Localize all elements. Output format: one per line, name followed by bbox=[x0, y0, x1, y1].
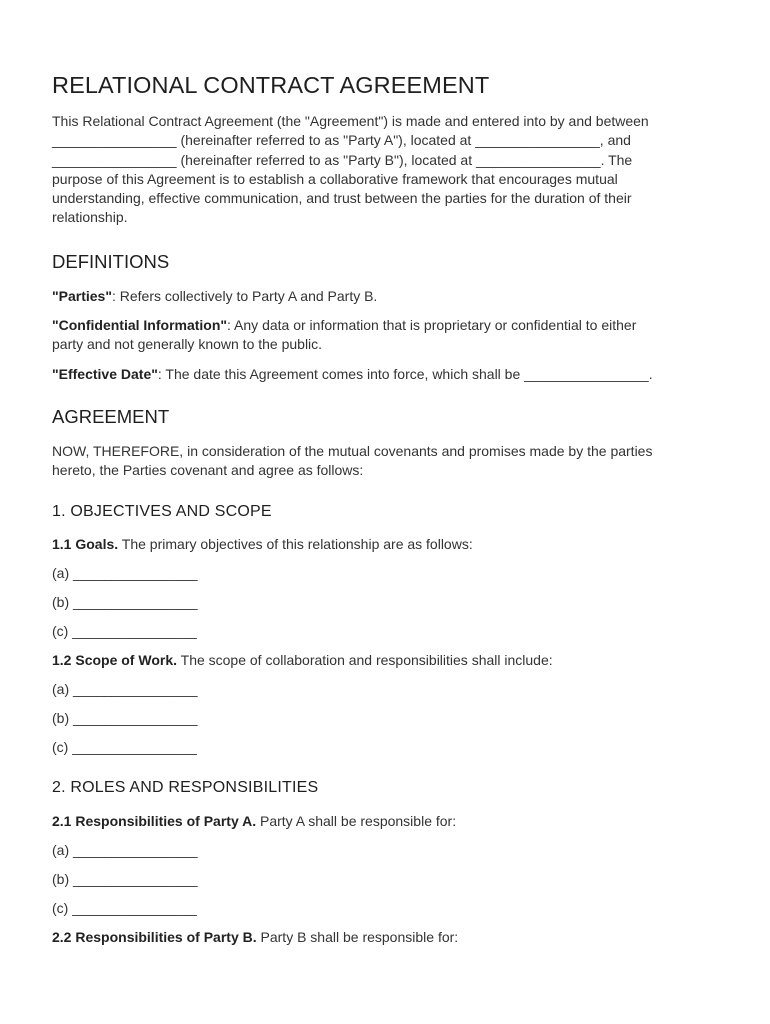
blank-item: (a) ________________ bbox=[52, 681, 198, 697]
blank-item: (b) ________________ bbox=[52, 871, 198, 887]
clause-2-1 bbox=[52, 812, 456, 831]
intro-line: This Relational Contract Agreement (the "Agreement") is made and entered into by and between bbox=[52, 113, 649, 129]
clause-label: 1.2 Scope of Work. bbox=[52, 652, 177, 668]
intro-line: purpose of this Agreement is to establish a collaborative framework that encourages mutual bbox=[52, 170, 618, 187]
definition-term: "Effective Date" bbox=[52, 366, 158, 382]
agreement-heading: AGREEMENT bbox=[52, 406, 170, 427]
blank-item: (b) ________________ bbox=[52, 710, 198, 726]
blank-item: (c) ________________ bbox=[52, 739, 197, 755]
definition-parties bbox=[52, 287, 377, 306]
intro-paragraph bbox=[52, 112, 728, 228]
intro-line: ________________ (hereinafter referred to as "Party A"), located at ________________, and bbox=[52, 132, 631, 149]
clause-text: The scope of collaboration and responsibilities shall include: bbox=[177, 652, 553, 668]
definition-text: party and not generally known to the public. bbox=[52, 336, 323, 353]
definition-effective-date bbox=[52, 365, 653, 384]
clause-1-1 bbox=[52, 535, 473, 554]
blank-item: (a) ________________ bbox=[52, 565, 198, 581]
clause-label: 2.1 Responsibilities of Party A. bbox=[52, 813, 257, 829]
definition-confidential bbox=[52, 316, 728, 355]
agreement-line: NOW, THEREFORE, in consideration of the mutual covenants and promises made by the parties bbox=[52, 443, 653, 459]
blank-item: (a) ________________ bbox=[52, 842, 198, 858]
agreement-line: hereto, the Parties covenant and agree as follows: bbox=[52, 462, 364, 479]
definition-text: : Any data or information that is proprietary or confidential to either bbox=[227, 317, 637, 333]
definition-term: "Confidential Information" bbox=[52, 317, 228, 333]
intro-line: ________________ (hereinafter referred to as "Party B"), located at ________________. The bbox=[52, 151, 633, 168]
definition-term: "Parties" bbox=[52, 288, 112, 304]
blank-item: (b) ________________ bbox=[52, 594, 198, 610]
clause-label: 1.1 Goals. bbox=[52, 536, 119, 552]
definition-text: : The date this Agreement comes into force, which shall be ________________. bbox=[157, 366, 653, 382]
document-title: RELATIONAL CONTRACT AGREEMENT bbox=[52, 72, 490, 98]
clause-text: Party B shall be responsible for: bbox=[256, 929, 459, 945]
section2-heading: 2. ROLES AND RESPONSIBILITIES bbox=[52, 779, 319, 796]
section1-heading: 1. OBJECTIVES AND SCOPE bbox=[52, 503, 272, 520]
clause-text: Party A shall be responsible for: bbox=[256, 813, 457, 829]
agreement-paragraph bbox=[52, 442, 728, 481]
definitions-heading: DEFINITIONS bbox=[52, 251, 170, 272]
clause-1-2 bbox=[52, 651, 553, 670]
clause-2-2 bbox=[52, 928, 458, 947]
blank-item: (c) ________________ bbox=[52, 900, 197, 916]
intro-line: relationship. bbox=[52, 209, 128, 226]
clause-label: 2.2 Responsibilities of Party B. bbox=[52, 929, 257, 945]
blank-item: (c) ________________ bbox=[52, 623, 197, 639]
intro-line: understanding, effective communication, and trust between the parties for the duration of their bbox=[52, 190, 632, 207]
clause-text: The primary objectives of this relationship are as follows: bbox=[118, 536, 473, 552]
definition-text: : Refers collectively to Party A and Party B. bbox=[111, 288, 378, 304]
